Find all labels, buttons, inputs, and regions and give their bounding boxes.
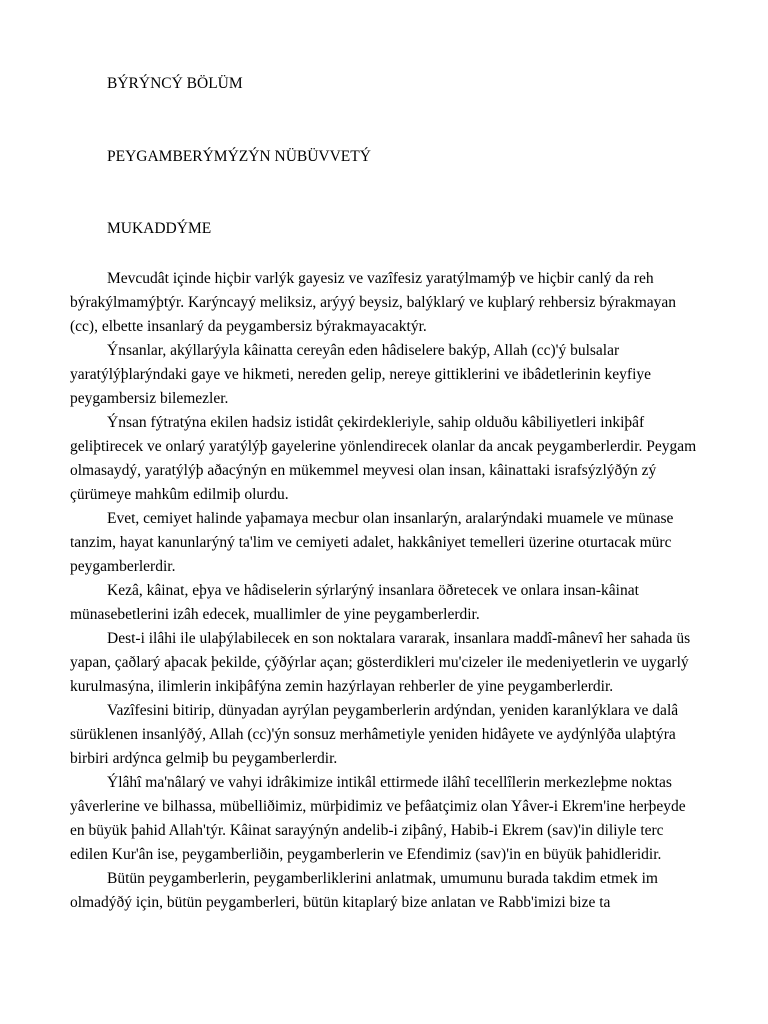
paragraph-line: yapan, çaðlarý aþacak þekilde, çýðýrlar açan; gösterdikleri mu'cizeler ile medeniyetlerin ve uygarlý [70,654,689,671]
paragraph-line: býrakýlmamýþtýr. Karýncayý meliksiz, arýyý beysiz, balýklarý ve kuþlarý rehbersiz býrakmayan [70,294,677,311]
paragraph-line: Dest-i ilâhi ile ulaþýlabilecek en son noktalara vararak, insanlara maddî-mânevî her sahada üs [107,630,691,647]
paragraph-line: Ýlâhî ma'nâlarý ve vahyi idrâkimize intikâl ettirmede ilâhî tecellîlerin merkezleþme noktas [107,774,672,791]
paragraph-line: Vazîfesini bitirip, dünyadan ayrýlan peygamberlerin ardýndan, yeniden karanlýklara ve dalâ [107,702,679,719]
subsection-heading: MUKADDÝME [107,220,212,237]
paragraph-line: yaratýlýþlarýndaki gaye ve hikmeti, nereden gelip, nereye gittiklerini ve ibâdetlerinin keyfiye [70,366,652,383]
paragraph-line: Ýnsanlar, akýllarýyla kâinatta cereyân eden hâdiselere bakýp, Allah (cc)'ý bulsalar [107,342,620,359]
paragraph-line: geliþtirecek ve onlarý yaratýlýþ gayelerine yönlendirecek olanlar da ancak peygamberlerdir. Peygam [70,438,697,455]
paragraph-line: sürüklenen insanlýðý, Allah (cc)'ýn sonsuz merhâmetiyle yeniden hidâyete ve aydýnlýða ulaþtýra [70,726,676,743]
paragraph-line: Kezâ, kâinat, eþya ve hâdiselerin sýrlarýný insanlara öðretecek ve onlara insan-kâinat [107,582,639,599]
paragraph-line: çürümeye mahkûm edilmiþ olurdu. [70,486,289,503]
paragraph-line: (cc), elbette insanlarý da peygambersiz býrakmayacaktýr. [70,318,427,335]
paragraph-line: kurulmasýna, ilimlerin inkiþâfýna zemin hazýrlayan rehberler de yine peygamberlerdir. [70,678,614,695]
paragraph-line: Ýnsan fýtratýna ekilen hadsiz istidât çekirdekleriyle, sahip olduðu kâbiliyetleri inkiþâf [107,414,645,431]
paragraph-line: peygamberlerdir. [70,558,176,575]
paragraph-line: yâverlerine ve bilhassa, mübelliðimiz, mürþidimiz ve þefâatçimiz olan Yâver-i Ekrem'ine herþeyde [70,798,686,815]
paragraph-line: olmasaydý, yaratýlýþ aðacýnýn en mükemmel meyvesi olan insan, kâinattaki israfsýzlýðýn zý [70,462,657,479]
paragraph-line: en büyük þahid Allah'týr. Kâinat sarayýnýn andelib-i ziþâný, Habib-i Ekrem (sav)'in diliyle terc [70,822,664,839]
paragraph-line: tanzim, hayat kanunlarýný ta'lim ve cemiyeti adalet, hakkâniyet temelleri üzerine oturtacak mürc [70,534,672,551]
paragraph-line: peygambersiz bilemezler. [70,390,229,407]
section-heading: PEYGAMBERÝMÝZÝN NÜBÜVVETÝ [107,148,371,165]
paragraph-line: edilen Kur'ân ise, peygamberliðin, peygamberlerin ve Efendimiz (sav)'in en büyük þahidleridir. [70,846,662,863]
chapter-heading: BÝRÝNCÝ BÖLÜM [107,75,243,92]
paragraph-line: Mevcudât içinde hiçbir varlýk gayesiz ve vazîfesiz yaratýlmamýþ ve hiçbir canlý da reh [107,270,654,287]
paragraph-line: Bütün peygamberlerin, peygamberliklerini anlatmak, umumunu burada takdim etmek im [107,870,658,887]
paragraph-line: olmadýðý için, bütün peygamberleri, bütün kitaplarý bize anlatan ve Rabb'imizi bize ta [70,894,611,911]
paragraph-line: birbiri ardýnca gelmiþ bu peygamberlerdir. [70,750,338,767]
paragraph-line: münasebetlerini izâh edecek, muallimler de yine peygamberlerdir. [70,606,480,623]
paragraph-line: Evet, cemiyet halinde yaþamaya mecbur olan insanlarýn, aralarýndaki muamele ve münase [107,510,674,527]
